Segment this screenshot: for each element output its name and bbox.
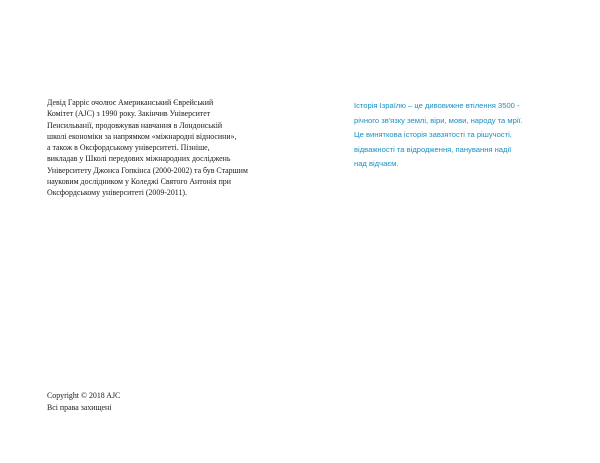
author-bio-line: Оксфордському університеті (2009-2011).: [47, 188, 187, 198]
copyright-notice: [47, 390, 120, 413]
author-bio-line: школі економіки за напрямком «міжнародні відносини»,: [47, 131, 237, 141]
author-bio: [47, 97, 287, 199]
copyright-line: Copyright © 2018 AJC: [47, 391, 121, 400]
book-blurb-line: Це виняткова історія завзятості та рішучості,: [354, 130, 512, 139]
book-blurb-line: річного зв'язку землі, віри, мови, народу та мрії.: [354, 115, 523, 125]
book-blurb: [354, 99, 564, 172]
author-bio-line: викладав у Школі передових міжнародних досліджень: [47, 154, 231, 164]
author-bio-line: Університету Джонса Гопкінса (2000-2002) та був Старшим: [47, 165, 248, 175]
author-bio-line: науковим дослідником у Коледжі Святого Антонія при: [47, 177, 231, 187]
book-blurb-line: Історія Ізраїлю – це дивовижне втілення 3500 -: [354, 101, 520, 110]
author-bio-line: Пенсильванії, продовжував навчання в Лондонській: [47, 120, 223, 130]
author-bio-line: а також в Оксфордському університеті. Пізніше,: [47, 143, 210, 153]
author-bio-line: Девід Гарріс очолює Американський Єврейський: [47, 98, 214, 107]
rights-reserved-line: Всі права захищені: [47, 402, 112, 412]
book-blurb-line: над відчаєм.: [354, 159, 399, 168]
book-blurb-line: відважності та відродження, панування надії: [354, 144, 512, 154]
author-bio-line: Комітет (AJC) з 1990 року. Закінчив Університет: [47, 109, 211, 119]
